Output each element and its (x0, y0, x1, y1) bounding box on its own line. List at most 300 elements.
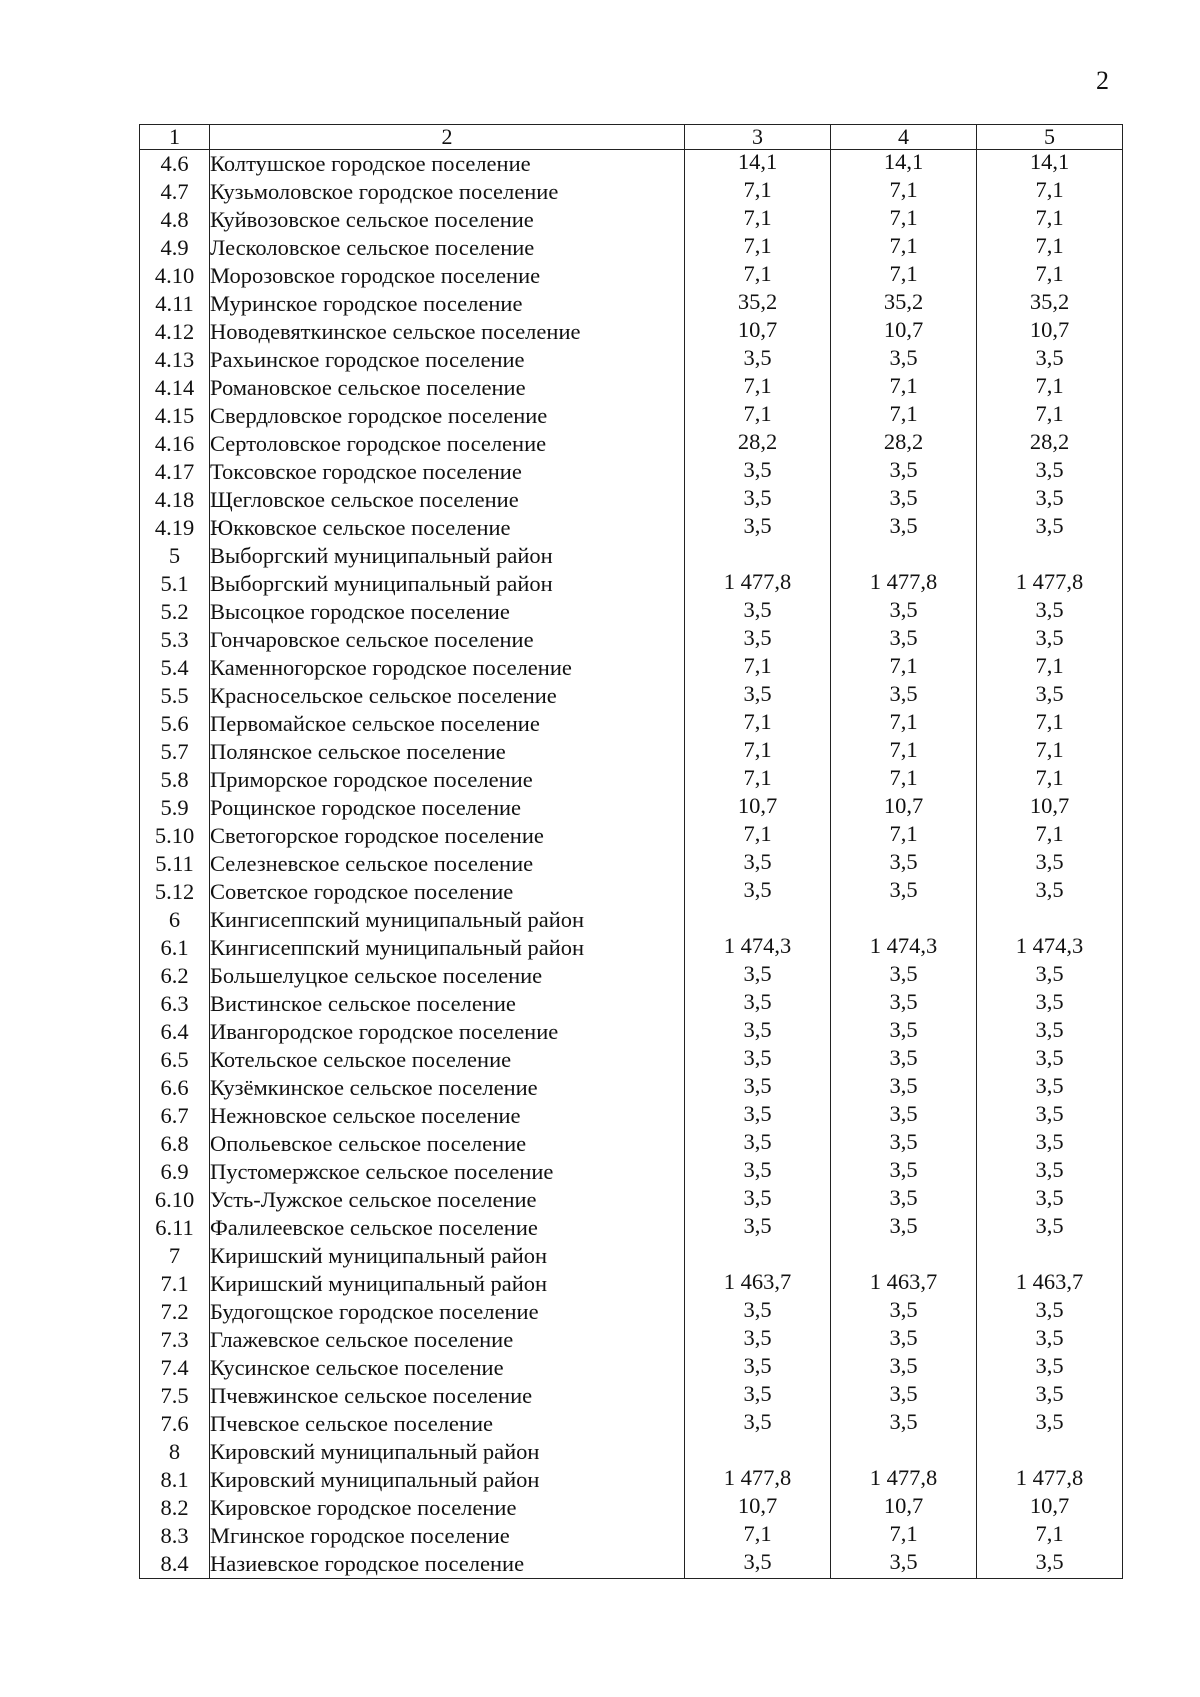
value-col-5-text: 7,1 (1035, 1522, 1064, 1546)
value-col-5-text: 3,5 (1035, 850, 1064, 874)
value-col-3 (685, 1214, 831, 1242)
table-body (140, 150, 1123, 1579)
settlement-name: Муринское городское поселение (210, 290, 685, 318)
value-col-4 (831, 1242, 977, 1270)
table-row (140, 626, 1123, 654)
value-col-4-text: 3,5 (889, 1074, 918, 1098)
row-number: 5.5 (140, 682, 210, 710)
value-col-4 (831, 1186, 977, 1214)
settlement-name: Кузёмкинское сельское поселение (210, 1074, 685, 1102)
row-number: 8.4 (140, 1550, 210, 1579)
value-col-4 (831, 1214, 977, 1242)
value-col-3 (685, 934, 831, 962)
value-col-3-text: 28,2 (737, 430, 778, 454)
value-col-5-text: 3,5 (1035, 514, 1064, 538)
table-row (140, 1074, 1123, 1102)
value-col-5-text: 3,5 (1035, 1298, 1064, 1322)
settlement-name: Кусинское сельское поселение (210, 1354, 685, 1382)
value-col-4-text: 3,5 (889, 682, 918, 706)
value-col-3 (685, 822, 831, 850)
value-col-5 (977, 878, 1123, 906)
value-col-4-text: 3,5 (889, 1158, 918, 1182)
settlement-name: Селезневское сельское поселение (210, 850, 685, 878)
value-col-5-text: 3,5 (1035, 458, 1064, 482)
value-col-4-text: 7,1 (889, 822, 918, 846)
value-col-5-text: 3,5 (1035, 962, 1064, 986)
value-col-4-text: 7,1 (889, 234, 918, 258)
value-col-3-text: 3,5 (743, 486, 772, 510)
value-col-5 (977, 206, 1123, 234)
value-col-4-text: 3,5 (889, 1550, 918, 1574)
settlement-name: Опольевское сельское поселение (210, 1130, 685, 1158)
value-col-3-text: 7,1 (743, 822, 772, 846)
value-col-4 (831, 598, 977, 626)
value-col-3-text: 3,5 (743, 1214, 772, 1238)
value-col-3-text: 3,5 (743, 1074, 772, 1098)
value-col-3 (685, 598, 831, 626)
value-col-3 (685, 1410, 831, 1438)
value-col-5 (977, 598, 1123, 626)
value-col-4 (831, 1326, 977, 1354)
value-col-5 (977, 850, 1123, 878)
value-col-3-text: 3,5 (743, 850, 772, 874)
row-number: 6.3 (140, 990, 210, 1018)
table-row (140, 486, 1123, 514)
value-col-5 (977, 682, 1123, 710)
settlement-name: Будогощское городское поселение (210, 1298, 685, 1326)
value-col-5 (977, 738, 1123, 766)
table-row (140, 1354, 1123, 1382)
value-col-4 (831, 906, 977, 934)
value-col-5-text: 3,5 (1035, 1186, 1064, 1210)
value-col-5 (977, 794, 1123, 822)
value-col-4-text: 3,5 (889, 990, 918, 1014)
settlement-name: Красносельское сельское поселение (210, 682, 685, 710)
table-row (140, 654, 1123, 682)
value-col-5-text: 1 477,8 (1015, 570, 1084, 594)
value-col-3-text: 7,1 (743, 262, 772, 286)
value-col-3-text: 7,1 (743, 234, 772, 258)
value-col-3-text: 7,1 (743, 738, 772, 762)
value-col-3-text: 7,1 (743, 766, 772, 790)
row-number: 6.5 (140, 1046, 210, 1074)
value-col-3-text: 3,5 (743, 458, 772, 482)
value-col-3-text: 7,1 (743, 374, 772, 398)
settlement-name: Высоцкое городское поселение (210, 598, 685, 626)
data-table (139, 124, 1123, 1579)
row-number: 6.2 (140, 962, 210, 990)
value-col-5 (977, 1522, 1123, 1550)
value-col-4-text: 7,1 (889, 710, 918, 734)
value-col-5 (977, 822, 1123, 850)
settlement-name: Куйвозовское сельское поселение (210, 206, 685, 234)
value-col-3 (685, 1326, 831, 1354)
value-col-4 (831, 1438, 977, 1466)
value-col-4-text: 1 474,3 (869, 934, 938, 958)
row-number: 6.9 (140, 1158, 210, 1186)
value-col-3 (685, 1382, 831, 1410)
settlement-name: Лесколовское сельское поселение (210, 234, 685, 262)
value-col-3-text: 3,5 (743, 1298, 772, 1322)
value-col-4 (831, 1158, 977, 1186)
table-row (140, 1018, 1123, 1046)
value-col-4 (831, 1046, 977, 1074)
table-row (140, 402, 1123, 430)
row-number: 7 (140, 1242, 210, 1270)
table-header-row (140, 125, 1123, 150)
table-row (140, 794, 1123, 822)
table-row (140, 1326, 1123, 1354)
value-col-4 (831, 794, 977, 822)
value-col-4 (831, 1102, 977, 1130)
settlement-name: Каменногорское городское поселение (210, 654, 685, 682)
settlement-name: Кингисеппский муниципальный район (210, 934, 685, 962)
row-number: 4.12 (140, 318, 210, 346)
value-col-3-text: 3,5 (743, 1018, 772, 1042)
row-number: 4.6 (140, 150, 210, 179)
settlement-name: Выборгский муниципальный район (210, 542, 685, 570)
settlement-name: Новодевяткинское сельское поселение (210, 318, 685, 346)
value-col-5 (977, 1382, 1123, 1410)
row-number: 4.19 (140, 514, 210, 542)
value-col-3 (685, 1102, 831, 1130)
value-col-4-text: 7,1 (889, 654, 918, 678)
table-row (140, 514, 1123, 542)
value-col-4 (831, 458, 977, 486)
value-col-5 (977, 1410, 1123, 1438)
value-col-5 (977, 654, 1123, 682)
value-col-3 (685, 794, 831, 822)
value-col-5-text: 3,5 (1035, 1354, 1064, 1378)
row-number: 6.10 (140, 1186, 210, 1214)
value-col-3 (685, 402, 831, 430)
settlement-name: Пчевжинское сельское поселение (210, 1382, 685, 1410)
value-col-5-text: 3,5 (1035, 1018, 1064, 1042)
settlement-name: Кировский муниципальный район (210, 1438, 685, 1466)
value-col-4-text: 1 477,8 (869, 570, 938, 594)
value-col-3 (685, 1242, 831, 1270)
settlement-name: Первомайское сельское поселение (210, 710, 685, 738)
value-col-3-text: 1 474,3 (723, 934, 792, 958)
row-number: 8.3 (140, 1522, 210, 1550)
value-col-5 (977, 234, 1123, 262)
settlement-name: Сертоловское городское поселение (210, 430, 685, 458)
table-row (140, 738, 1123, 766)
value-col-5 (977, 430, 1123, 458)
settlement-name: Большелуцкое сельское поселение (210, 962, 685, 990)
value-col-4-text: 7,1 (889, 374, 918, 398)
table-row (140, 542, 1123, 570)
value-col-4-text: 7,1 (889, 766, 918, 790)
value-col-3 (685, 962, 831, 990)
column-header: 2 (210, 125, 685, 150)
value-col-4-text: 35,2 (883, 290, 924, 314)
value-col-5 (977, 290, 1123, 318)
table-row (140, 962, 1123, 990)
value-col-3 (685, 1494, 831, 1522)
value-col-3 (685, 626, 831, 654)
value-col-3 (685, 234, 831, 262)
value-col-5-text: 7,1 (1035, 822, 1064, 846)
settlement-name: Юкковское сельское поселение (210, 514, 685, 542)
value-col-3-text: 10,7 (737, 318, 778, 342)
value-col-3-text: 3,5 (743, 514, 772, 538)
table-row (140, 906, 1123, 934)
settlement-name: Глажевское сельское поселение (210, 1326, 685, 1354)
table-row (140, 178, 1123, 206)
value-col-4 (831, 654, 977, 682)
value-col-4 (831, 682, 977, 710)
value-col-4-text: 14,1 (883, 149, 924, 174)
value-col-3 (685, 1186, 831, 1214)
table-row (140, 1158, 1123, 1186)
settlement-name: Вистинское сельское поселение (210, 990, 685, 1018)
value-col-5 (977, 150, 1123, 179)
value-col-4-text: 7,1 (889, 262, 918, 286)
row-number: 8 (140, 1438, 210, 1466)
row-number: 4.11 (140, 290, 210, 318)
settlement-name: Колтушское городское поселение (210, 150, 685, 179)
value-col-4-text: 3,5 (889, 1354, 918, 1378)
table-row (140, 1522, 1123, 1550)
value-col-4-text: 3,5 (889, 1046, 918, 1070)
table-row (140, 290, 1123, 318)
value-col-4 (831, 1382, 977, 1410)
table-row (140, 598, 1123, 626)
value-col-3-text: 1 477,8 (723, 570, 792, 594)
table-row (140, 458, 1123, 486)
settlement-name: Свердловское городское поселение (210, 402, 685, 430)
row-number: 6.4 (140, 1018, 210, 1046)
table-row (140, 990, 1123, 1018)
row-number: 5.11 (140, 850, 210, 878)
value-col-5 (977, 1242, 1123, 1270)
value-col-4-text: 3,5 (889, 878, 918, 902)
table-row (140, 1382, 1123, 1410)
table-row (140, 1494, 1123, 1522)
value-col-3 (685, 150, 831, 179)
value-col-5-text: 3,5 (1035, 1074, 1064, 1098)
value-col-5-text: 3,5 (1035, 486, 1064, 510)
settlement-name: Рахьинское городское поселение (210, 346, 685, 374)
value-col-4 (831, 290, 977, 318)
value-col-4 (831, 990, 977, 1018)
settlement-name: Рощинское городское поселение (210, 794, 685, 822)
value-col-3-text: 10,7 (737, 794, 778, 818)
value-col-4-text: 3,5 (889, 962, 918, 986)
value-col-3-text: 3,5 (743, 962, 772, 986)
column-header: 3 (685, 125, 831, 150)
settlement-name: Фалилеевское сельское поселение (210, 1214, 685, 1242)
table-row (140, 374, 1123, 402)
value-col-3 (685, 514, 831, 542)
value-col-4 (831, 1354, 977, 1382)
value-col-4-text: 10,7 (883, 1494, 924, 1518)
table-row (140, 1438, 1123, 1466)
row-number: 5.2 (140, 598, 210, 626)
value-col-4-text: 7,1 (889, 1522, 918, 1546)
value-col-3 (685, 262, 831, 290)
value-col-5 (977, 1466, 1123, 1494)
value-col-4-text: 3,5 (889, 1130, 918, 1154)
row-number: 5.12 (140, 878, 210, 906)
row-number: 4.7 (140, 178, 210, 206)
value-col-3 (685, 542, 831, 570)
value-col-3-text: 10,7 (737, 1494, 778, 1518)
value-col-4-text: 3,5 (889, 1186, 918, 1210)
value-col-5-text: 3,5 (1035, 1326, 1064, 1350)
value-col-4-text: 3,5 (889, 1410, 918, 1434)
table-row (140, 430, 1123, 458)
table-row (140, 1046, 1123, 1074)
value-col-4 (831, 1270, 977, 1298)
row-number: 6 (140, 906, 210, 934)
value-col-5 (977, 262, 1123, 290)
value-col-3-text: 3,5 (743, 1382, 772, 1406)
value-col-5-text: 1 474,3 (1015, 934, 1084, 958)
value-col-4 (831, 570, 977, 598)
value-col-5 (977, 458, 1123, 486)
row-number: 8.1 (140, 1466, 210, 1494)
value-col-5-text: 3,5 (1035, 626, 1064, 650)
value-col-4-text: 7,1 (889, 402, 918, 426)
value-col-5-text: 7,1 (1035, 766, 1064, 790)
row-number: 5.9 (140, 794, 210, 822)
value-col-5 (977, 1550, 1123, 1579)
value-col-5 (977, 906, 1123, 934)
value-col-5 (977, 542, 1123, 570)
table-row (140, 1466, 1123, 1494)
table-row (140, 206, 1123, 234)
value-col-5 (977, 1158, 1123, 1186)
value-col-5-text: 7,1 (1035, 738, 1064, 762)
settlement-name: Гончаровское сельское поселение (210, 626, 685, 654)
value-col-5 (977, 1354, 1123, 1382)
value-col-3 (685, 766, 831, 794)
value-col-5 (977, 374, 1123, 402)
value-col-3 (685, 1018, 831, 1046)
settlement-name: Киришский муниципальный район (210, 1270, 685, 1298)
value-col-5 (977, 1494, 1123, 1522)
row-number: 4.17 (140, 458, 210, 486)
value-col-5 (977, 1326, 1123, 1354)
value-col-5 (977, 486, 1123, 514)
value-col-4 (831, 822, 977, 850)
settlement-name: Кузьмоловское городское поселение (210, 178, 685, 206)
value-col-4 (831, 206, 977, 234)
value-col-5-text: 7,1 (1035, 234, 1064, 258)
value-col-3-text: 3,5 (743, 1130, 772, 1154)
table-row (140, 1186, 1123, 1214)
value-col-4-text: 3,5 (889, 458, 918, 482)
value-col-3 (685, 850, 831, 878)
row-number: 6.1 (140, 934, 210, 962)
value-col-4-text: 28,2 (883, 430, 924, 454)
settlement-name: Кировское городское поселение (210, 1494, 685, 1522)
page-number: 2 (1096, 66, 1109, 95)
value-col-4 (831, 430, 977, 458)
value-col-5 (977, 514, 1123, 542)
value-col-5 (977, 1438, 1123, 1466)
value-col-5 (977, 318, 1123, 346)
value-col-3 (685, 682, 831, 710)
value-col-5-text: 35,2 (1029, 290, 1070, 314)
value-col-5 (977, 1074, 1123, 1102)
value-col-5 (977, 710, 1123, 738)
value-col-3-text: 3,5 (743, 990, 772, 1014)
value-col-5-text: 3,5 (1035, 1410, 1064, 1434)
value-col-4 (831, 514, 977, 542)
value-col-3-text: 7,1 (743, 710, 772, 734)
row-number: 5.7 (140, 738, 210, 766)
column-header: 1 (140, 125, 210, 150)
table-row (140, 234, 1123, 262)
row-number: 4.16 (140, 430, 210, 458)
value-col-3 (685, 1298, 831, 1326)
value-col-4-text: 1 477,8 (869, 1466, 938, 1490)
value-col-5-text: 10,7 (1029, 794, 1070, 818)
value-col-5-text: 7,1 (1035, 374, 1064, 398)
value-col-3 (685, 1158, 831, 1186)
value-col-4 (831, 374, 977, 402)
row-number: 8.2 (140, 1494, 210, 1522)
value-col-3 (685, 374, 831, 402)
value-col-4 (831, 1018, 977, 1046)
value-col-3 (685, 1466, 831, 1494)
value-col-3-text: 7,1 (743, 402, 772, 426)
row-number: 4.9 (140, 234, 210, 262)
value-col-3-text: 7,1 (743, 1522, 772, 1546)
value-col-4-text: 3,5 (889, 626, 918, 650)
row-number: 4.18 (140, 486, 210, 514)
table-row (140, 1102, 1123, 1130)
row-number: 4.10 (140, 262, 210, 290)
row-number: 7.4 (140, 1354, 210, 1382)
settlement-name: Назиевское городское поселение (210, 1550, 685, 1579)
settlement-name: Пчевское сельское поселение (210, 1410, 685, 1438)
value-col-4-text: 3,5 (889, 1018, 918, 1042)
value-col-5-text: 3,5 (1035, 682, 1064, 706)
row-number: 6.8 (140, 1130, 210, 1158)
value-col-3 (685, 1438, 831, 1466)
table-row (140, 682, 1123, 710)
row-number: 5.4 (140, 654, 210, 682)
column-header: 4 (831, 125, 977, 150)
value-col-5-text: 7,1 (1035, 710, 1064, 734)
value-col-3-text: 3,5 (743, 1354, 772, 1378)
value-col-5-text: 3,5 (1035, 1550, 1064, 1574)
value-col-3-text: 3,5 (743, 1046, 772, 1070)
value-col-3-text: 3,5 (743, 1102, 772, 1126)
value-col-4-text: 7,1 (889, 178, 918, 202)
table-row (140, 1410, 1123, 1438)
value-col-4 (831, 1466, 977, 1494)
value-col-3-text: 3,5 (743, 1410, 772, 1434)
value-col-5 (977, 1270, 1123, 1298)
settlement-name: Пустомержское сельское поселение (210, 1158, 685, 1186)
table-row (140, 766, 1123, 794)
settlement-name: Щегловское сельское поселение (210, 486, 685, 514)
value-col-4 (831, 542, 977, 570)
value-col-5-text: 3,5 (1035, 1158, 1064, 1182)
value-col-3-text: 3,5 (743, 1158, 772, 1182)
column-header: 5 (977, 125, 1123, 150)
table-row (140, 1270, 1123, 1298)
settlement-name: Нежновское сельское поселение (210, 1102, 685, 1130)
value-col-5 (977, 990, 1123, 1018)
value-col-3-text: 7,1 (743, 654, 772, 678)
value-col-5-text: 7,1 (1035, 402, 1064, 426)
